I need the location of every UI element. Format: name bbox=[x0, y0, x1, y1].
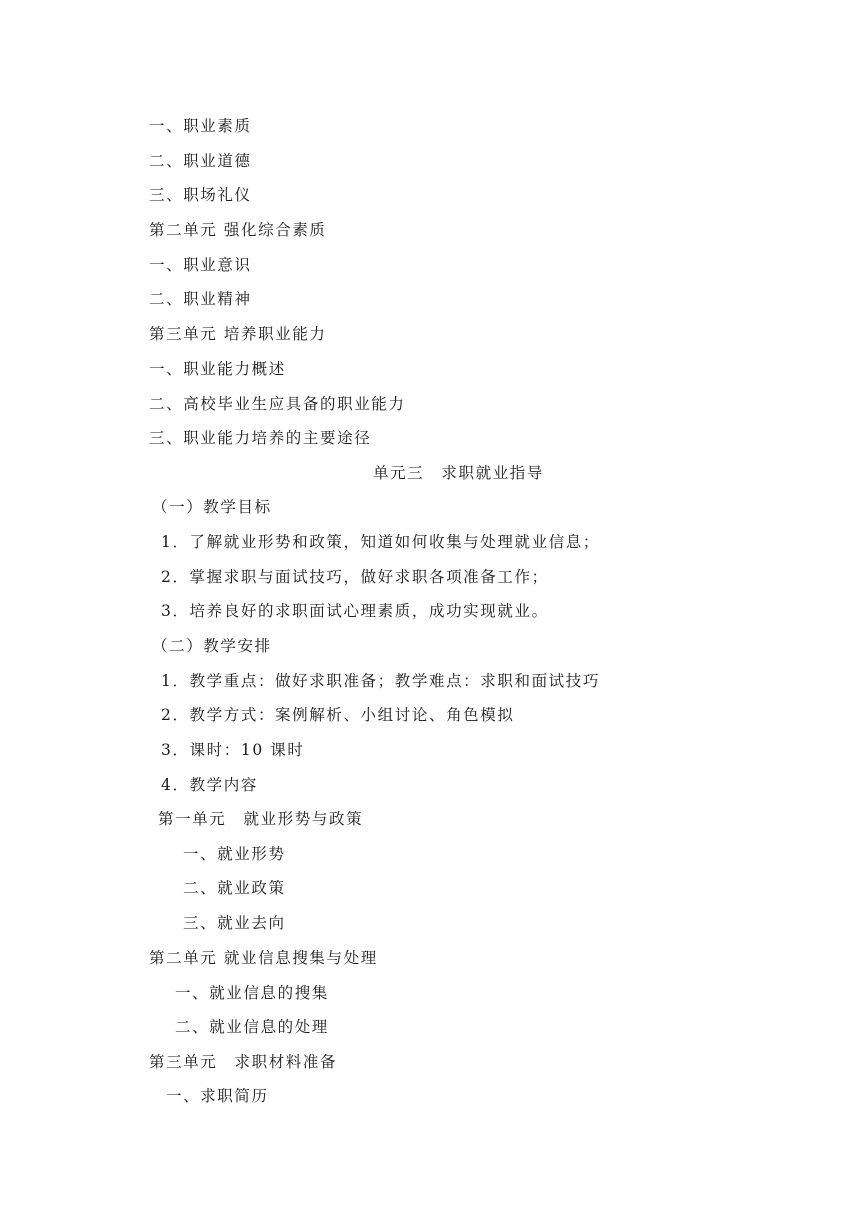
subsection-heading: （二）教学安排 bbox=[152, 637, 272, 655]
unit-heading: 第一单元 就业形势与政策 bbox=[158, 810, 364, 828]
item-graduate-abilities: 二、高校毕业生应具备的职业能力 bbox=[149, 395, 406, 413]
item-ability-cultivation: 三、职业能力培养的主要途径 bbox=[149, 429, 372, 447]
unit-heading: 第三单元 培养职业能力 bbox=[149, 325, 327, 343]
item-professional-awareness: 一、职业意识 bbox=[149, 256, 252, 274]
unit-heading: 第二单元 强化综合素质 bbox=[149, 221, 327, 239]
goal-item: 2．掌握求职与面试技巧，做好求职各项准备工作； bbox=[161, 568, 549, 586]
content-item: 三、就业去向 bbox=[183, 914, 286, 932]
item-professional-ethics: 二、职业道德 bbox=[149, 152, 252, 170]
content-item: 一、求职简历 bbox=[166, 1087, 269, 1105]
content-item: 二、就业信息的处理 bbox=[175, 1018, 329, 1036]
arrangement-item: 4．教学内容 bbox=[161, 776, 258, 794]
arrangement-item: 1．教学重点：做好求职准备；教学难点：求职和面试技巧 bbox=[161, 672, 600, 690]
item-professional-quality: 一、职业素质 bbox=[149, 117, 252, 135]
goal-item: 3．培养良好的求职面试心理素质，成功实现就业。 bbox=[161, 602, 549, 620]
unit-heading: 第二单元 就业信息搜集与处理 bbox=[149, 949, 378, 967]
arrangement-item: 3．课时：10 课时 bbox=[161, 741, 305, 759]
content-item: 一、就业形势 bbox=[183, 845, 286, 863]
item-professional-spirit: 二、职业精神 bbox=[149, 290, 252, 308]
item-workplace-etiquette: 三、职场礼仪 bbox=[149, 186, 252, 204]
item-ability-overview: 一、职业能力概述 bbox=[149, 360, 286, 378]
goal-item: 1．了解就业形势和政策，知道如何收集与处理就业信息； bbox=[161, 533, 600, 551]
arrangement-item: 2．教学方式：案例解析、小组讨论、角色模拟 bbox=[161, 706, 515, 724]
content-item: 二、就业政策 bbox=[183, 879, 286, 897]
section-title: 单元三 求职就业指导 bbox=[373, 464, 545, 482]
unit-heading: 第三单元 求职材料准备 bbox=[149, 1053, 338, 1071]
subsection-heading: （一）教学目标 bbox=[152, 498, 272, 516]
content-item: 一、就业信息的搜集 bbox=[175, 984, 329, 1002]
